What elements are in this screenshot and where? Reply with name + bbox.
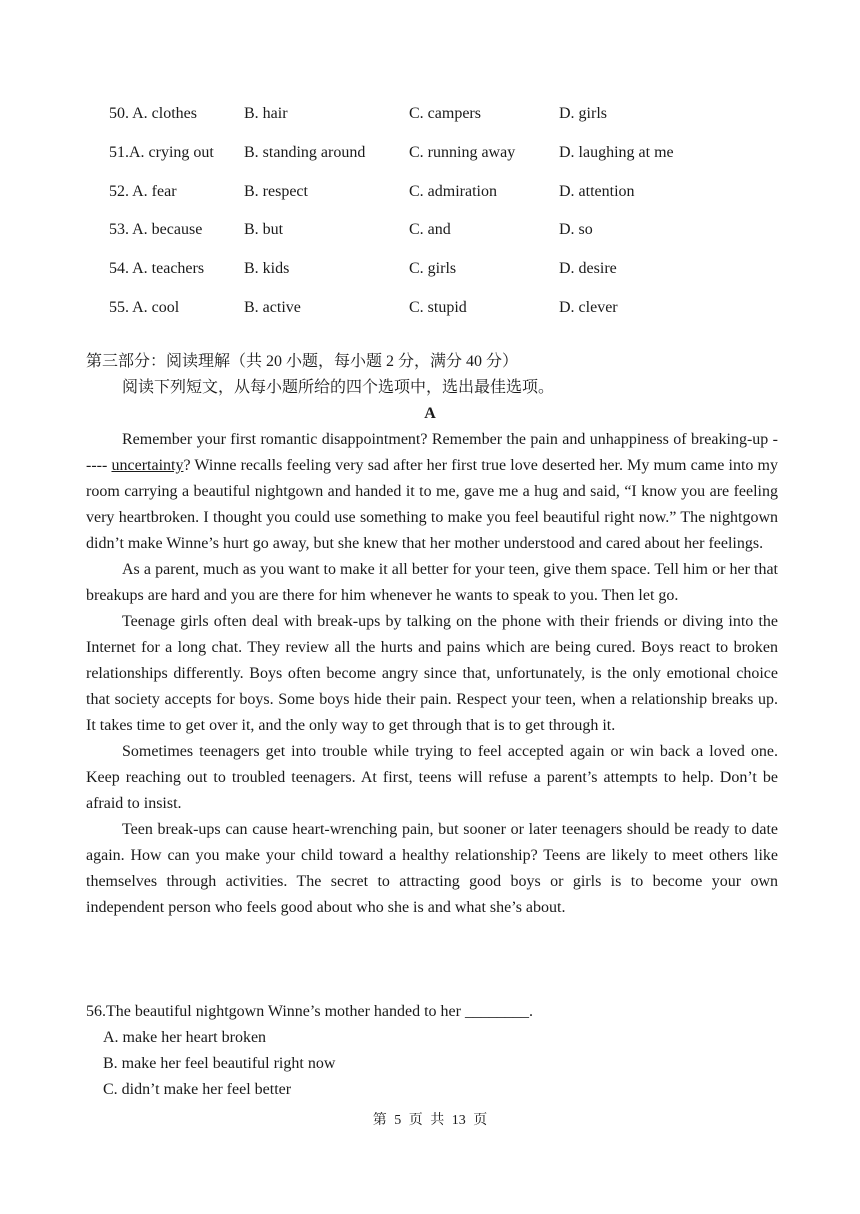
option-c: C. admiration [409,182,497,200]
question-56-stem: 56.The beautiful nightgown Winne’s mother handed to her ________. [86,1003,533,1020]
option-c: C. and [409,221,451,239]
option-a: 50. A. clothes [109,105,197,122]
option-d: D. clever [559,298,618,316]
option-c: C. stupid [409,298,467,316]
question-56-choices [103,1025,335,1103]
reading-passage [86,427,778,921]
paragraph-3: Teenage girls often deal with break-ups by talking on the phone with their friends or diving into the Internet for a long chat. They review all the hurts and pains which are being cured. Boys react to broken relationships differently. Boys often become angry since that, unfortunately, is the only emotional choice that society accepts for boys. Some boys hide their pain. Respect your teen, when a relationship breaks up. It takes time to get over it, and the only way to get through that is to get through it. [86,613,778,734]
option-b: B. kids [244,260,290,278]
option-d: D. laughing at me [559,143,674,161]
underlined-word: uncertainty [111,457,184,474]
option-d: D. so [559,221,593,239]
option-a: 54. A. teachers [109,260,205,278]
paragraph-1: Remember your first romantic disappointment? Remember the pain and unhappiness of breaking-up ----- uncertainty? Winne recalls feeling very sad after her first true love deserted her. My mum came into my room carrying a beautiful nightgown and handed it to me, gave me a hug and said, “I know you are feeling very heartbroken. I thought you could use something to make you feel beautiful right now.” The nightgown didn’t make Winne’s hurt go away, but she knew that her mother understood and cared about her feelings. [86,431,779,552]
option-b: B. hair [244,105,288,122]
option-b: B. active [244,298,301,316]
section-instruction: 阅读下列短文，从每小题所给的四个选项中，选出最佳选项。 [122,379,555,396]
option-a: 52. A. fear [109,182,177,200]
option-d: D. desire [559,260,617,278]
choice-a: A. make her heart broken [103,1029,267,1046]
passage-letter: A [424,405,436,422]
option-b: B. but [244,221,284,239]
section-heading: 第三部分：阅读理解（共 20 小题，每小题 2 分，满分 40 分） [86,353,519,370]
option-a: 51.A. crying out [109,143,214,161]
option-c: C. girls [409,260,457,278]
paragraph-4: Sometimes teenagers get into trouble while trying to feel accepted again or win back a loved one. Keep reaching out to troubled teenagers. At first, teens will refuse a parent’s attempts to help. Don’t be afraid to insist. [86,743,778,812]
page-footer: 第 5 页 共 13 页 [372,1113,488,1128]
option-b: B. standing around [244,143,366,161]
option-a: 55. A. cool [109,298,180,316]
option-c: C. campers [409,105,481,122]
option-d: D. girls [559,105,607,122]
option-c: C. running away [409,143,516,161]
choice-c: C. didn’t make her feel better [103,1081,292,1098]
option-d: D. attention [559,182,635,200]
choice-b: B. make her feel beautiful right now [103,1055,336,1072]
total-pages: 13 [451,1113,466,1128]
page-number: 5 [394,1113,402,1128]
option-b: B. respect [244,182,308,200]
option-a: 53. A. because [109,221,203,239]
paragraph-5: Teen break-ups can cause heart-wrenching pain, but sooner or later teenagers should be ready to date again. How can you make your child toward a healthy relationship? Teens are likely to meet others like themselves through activities. The secret to attracting good boys or girls is to become your own independent person who feels good about who she is and what she’s about. [86,821,778,916]
paragraph-2: As a parent, much as you want to make it all better for your teen, give them space. Tell him or her that breakups are hard and you are there for him whenever he wants to speak to you. Then let go. [86,561,778,604]
